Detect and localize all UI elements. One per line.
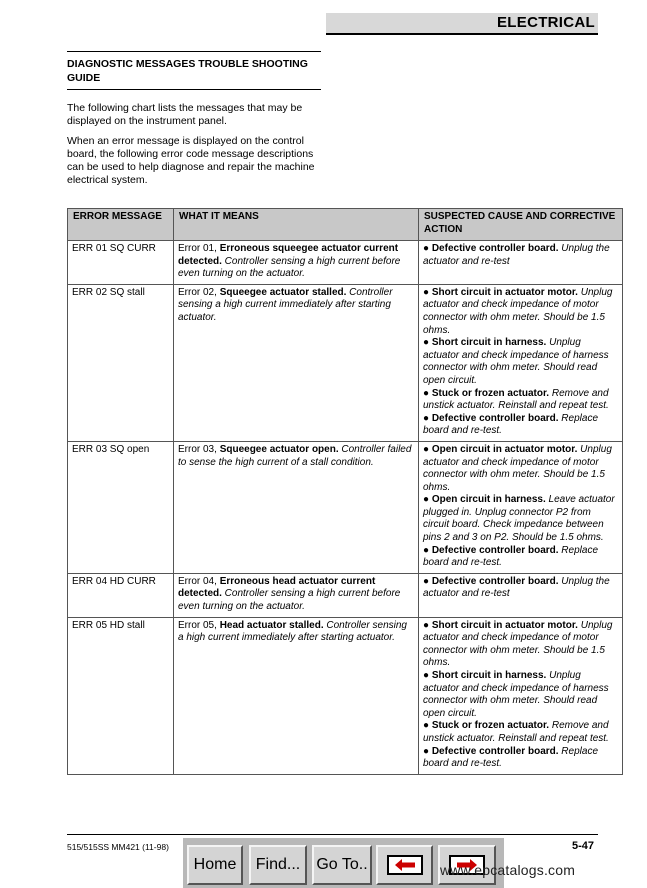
cause-action: Replace board and re-test. bbox=[423, 544, 598, 569]
cause-item bbox=[423, 243, 618, 268]
table-row bbox=[68, 617, 623, 774]
cause-title: Stuck or frozen actuator. bbox=[431, 720, 550, 732]
cause-item bbox=[423, 413, 618, 438]
bullet-icon: ● bbox=[423, 337, 432, 349]
section-title: DIAGNOSTIC MESSAGES TROUBLE SHOOTING GUIDE bbox=[67, 58, 308, 84]
bullet-icon: ● bbox=[423, 387, 432, 399]
cause-item bbox=[423, 287, 618, 337]
bullet-icon: ● bbox=[423, 745, 432, 757]
intro-paragraph-1: The following chart lists the messages that may be displayed on the instrument panel. bbox=[67, 102, 303, 127]
goto-button[interactable]: Go To.. bbox=[312, 845, 372, 885]
cause-title: Stuck or frozen actuator. bbox=[431, 387, 550, 399]
cause-action: Unplug the actuator and re-test bbox=[423, 575, 610, 600]
cause-action: Unplug actuator and check impedance of harness connector with ohm meter. Should read open circuit. bbox=[423, 337, 609, 386]
meaning-cell bbox=[174, 617, 419, 774]
cause-title: Short circuit in harness. bbox=[431, 670, 547, 681]
cause-cell bbox=[419, 573, 623, 617]
section-title-top-rule bbox=[67, 51, 321, 52]
cause-action: Remove and unstick actuator. Reinstall and repeat test. bbox=[423, 387, 609, 412]
intro-paragraph-2: When an error message is displayed on the control board, the following error code message descriptions can be used to help diagnose and repair the machine electrical system. bbox=[67, 135, 315, 186]
meaning-prefix: Error 01, bbox=[178, 243, 220, 254]
previous-page-button[interactable] bbox=[376, 845, 433, 885]
table-row bbox=[68, 241, 623, 285]
cause-title: Short circuit in harness. bbox=[431, 337, 547, 349]
cause-action: Unplug actuator and check impedance of motor connector with ohm meter. Should be 1.5 ohms. bbox=[423, 286, 613, 336]
cause-item bbox=[423, 494, 618, 544]
meaning-detail: Controller failed to sense the high current of a stall condition. bbox=[178, 443, 412, 468]
table-header-row bbox=[68, 209, 623, 241]
footer-rule bbox=[67, 834, 598, 835]
footer-doc-id: 515/515SS MM421 (11-98) bbox=[67, 842, 169, 852]
bullet-icon: ● bbox=[423, 494, 432, 506]
cause-cell bbox=[419, 617, 623, 774]
cause-item bbox=[423, 746, 618, 771]
cause-action: Leave actuator plugged in. Unplug connector P2 from circuit board. Check impedance between pins 2 and 3 on P2. Should be 1.5 ohms. bbox=[423, 494, 615, 544]
error-code-cell: ERR 04 HD CURR bbox=[68, 573, 174, 617]
table-row bbox=[68, 573, 623, 617]
cause-item bbox=[423, 545, 618, 570]
cause-action: Remove and unstick actuator. Reinstall and repeat test. bbox=[423, 720, 609, 744]
cause-action: Unplug the actuator and re-test bbox=[423, 243, 610, 267]
cause-action: Unplug actuator and check impedance of motor connector with ohm meter. Should be 1.5 ohms. bbox=[423, 619, 613, 669]
meaning-cell bbox=[174, 284, 419, 441]
bullet-icon: ● bbox=[423, 575, 432, 587]
section-header-title: ELECTRICAL bbox=[497, 14, 595, 31]
cause-action: Replace board and re-test. bbox=[423, 745, 598, 770]
cause-item bbox=[423, 444, 618, 494]
section-header-rule bbox=[326, 33, 598, 35]
arrow-left-icon bbox=[387, 855, 423, 875]
cause-item bbox=[423, 576, 618, 601]
error-code-cell: ERR 03 SQ open bbox=[68, 441, 174, 573]
meaning-cell bbox=[174, 441, 419, 573]
table-row bbox=[68, 441, 623, 573]
cause-item bbox=[423, 720, 618, 745]
cause-action: Unplug actuator and check impedance of motor connector with ohm meter. Should be 1.5 ohms. bbox=[423, 443, 612, 493]
cause-title: Short circuit in actuator motor. bbox=[431, 286, 578, 298]
error-code-cell: ERR 02 SQ stall bbox=[68, 284, 174, 441]
meaning-summary: Squeegee actuator stalled. bbox=[219, 286, 347, 298]
bullet-icon: ● bbox=[423, 412, 432, 424]
section-title-bottom-rule bbox=[67, 89, 321, 90]
header-error-message: ERROR MESSAGE bbox=[68, 209, 174, 241]
meaning-detail: Controller sensing a high current immediately after starting actuator. bbox=[178, 286, 393, 323]
cause-item bbox=[423, 388, 618, 413]
meaning-summary: Erroneous head actuator current detected. bbox=[178, 575, 376, 600]
cause-action: Unplug actuator and check impedance of harness connector with ohm meter. Should read open circuit. bbox=[423, 670, 609, 719]
cause-cell bbox=[419, 441, 623, 573]
bullet-icon: ● bbox=[423, 619, 432, 631]
header-suspected-cause: SUSPECTED CAUSE AND CORRECTIVE ACTION bbox=[419, 209, 623, 241]
find-button[interactable]: Find... bbox=[249, 845, 307, 885]
cause-title: Open circuit in harness. bbox=[431, 494, 546, 506]
meaning-cell bbox=[174, 241, 419, 285]
cause-item bbox=[423, 337, 618, 387]
cause-title: Defective controller board. bbox=[431, 745, 559, 757]
meaning-detail: Controller sensing a high current immediately after starting actuator. bbox=[178, 619, 407, 644]
bullet-icon: ● bbox=[423, 670, 432, 681]
cause-item bbox=[423, 620, 618, 670]
cause-title: Short circuit in actuator motor. bbox=[431, 619, 578, 631]
watermark-text: www.epcatalogs.com bbox=[440, 862, 576, 878]
cause-title: Open circuit in actuator motor. bbox=[431, 443, 578, 455]
cause-action: Replace board and re-test. bbox=[423, 412, 598, 437]
cause-title: Defective controller board. bbox=[431, 575, 559, 587]
cause-cell bbox=[419, 284, 623, 441]
cause-cell bbox=[419, 241, 623, 285]
meaning-prefix: Error 02, bbox=[178, 286, 220, 298]
cause-item bbox=[423, 670, 618, 720]
cause-title: Defective controller board. bbox=[431, 544, 559, 556]
meaning-summary: Head actuator stalled. bbox=[219, 619, 324, 631]
meaning-detail: Controller sensing a high current before even turning on the actuator. bbox=[178, 255, 401, 280]
bullet-icon: ● bbox=[423, 544, 432, 556]
header-what-it-means: WHAT IT MEANS bbox=[174, 209, 419, 241]
bullet-icon: ● bbox=[423, 286, 432, 298]
cause-title: Defective controller board. bbox=[431, 243, 559, 254]
meaning-prefix: Error 05, bbox=[178, 619, 220, 631]
meaning-detail: Controller sensing a high current before even turning on the actuator. bbox=[178, 588, 401, 613]
meaning-cell bbox=[174, 573, 419, 617]
meaning-prefix: Error 03, bbox=[178, 443, 220, 455]
error-code-cell: ERR 01 SQ CURR bbox=[68, 241, 174, 285]
meaning-summary: Squeegee actuator open. bbox=[219, 443, 339, 455]
table-row bbox=[68, 284, 623, 441]
footer-page-number: 5-47 bbox=[572, 840, 595, 852]
meaning-summary: Erroneous squeegee actuator current detected. bbox=[178, 243, 399, 267]
diagnostic-table bbox=[67, 208, 623, 775]
bullet-icon: ● bbox=[423, 443, 432, 455]
error-code-cell: ERR 05 HD stall bbox=[68, 617, 174, 774]
cause-title: Defective controller board. bbox=[431, 412, 559, 424]
home-button[interactable]: Home bbox=[187, 845, 243, 885]
bullet-icon: ● bbox=[423, 720, 432, 732]
bullet-icon: ● bbox=[423, 243, 432, 254]
meaning-prefix: Error 04, bbox=[178, 575, 220, 587]
